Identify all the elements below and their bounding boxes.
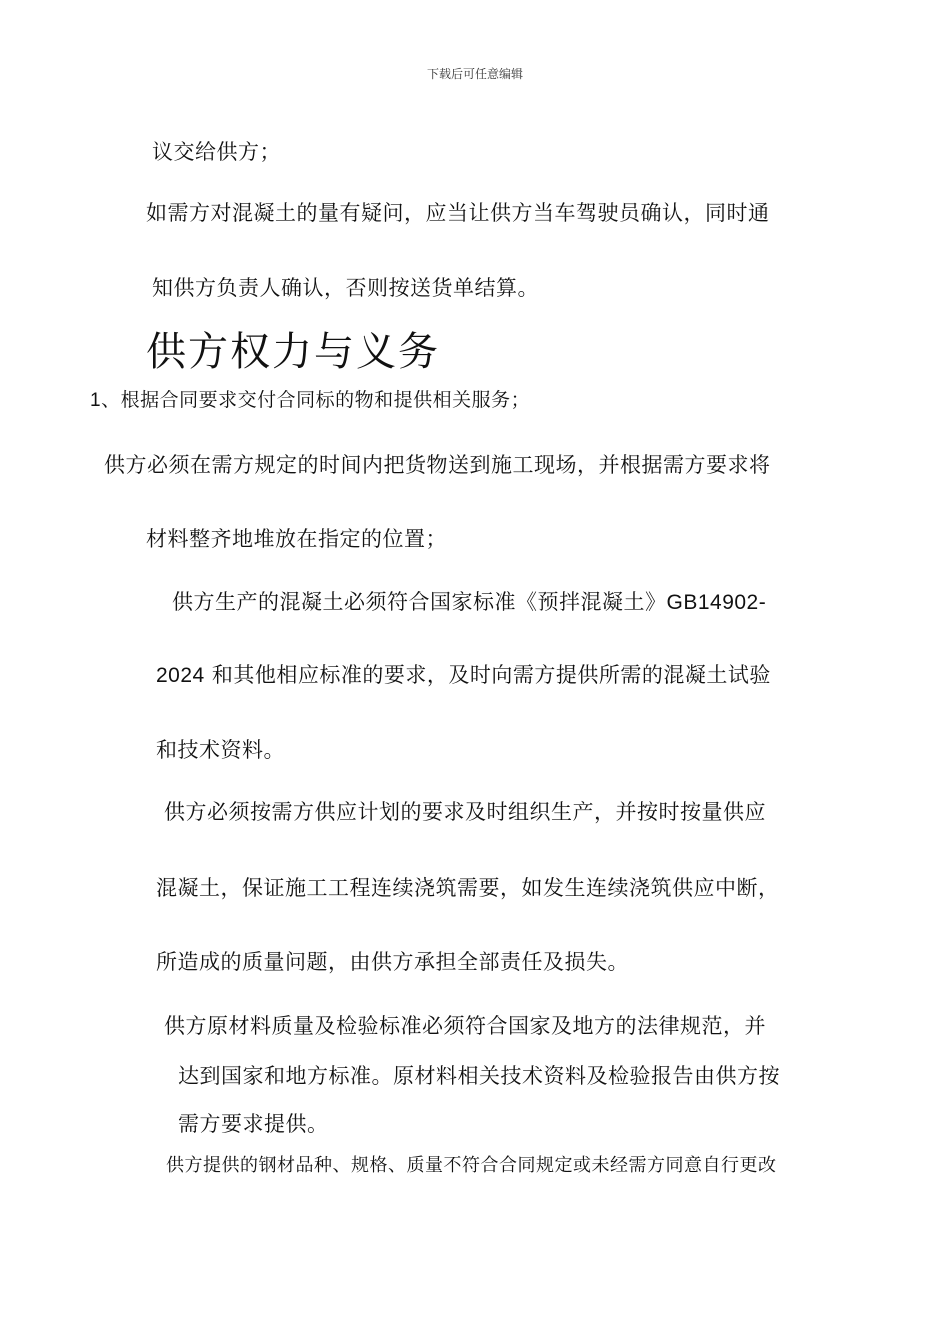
text-line: 供方必须按需方供应计划的要求及时组织生产，并按时按量供应 — [164, 800, 766, 824]
standard-code: GB14902- — [666, 591, 767, 614]
list-item-number: 1 — [90, 390, 102, 411]
text-segment: 和其他相应标准的要求，及时向需方提供所需的混凝土试验 — [204, 663, 771, 687]
text-line — [156, 661, 771, 690]
text-line: 所造成的质量问题，由供方承担全部责任及损失。 — [156, 950, 629, 974]
text-line: 混凝土，保证施工工程连续浇筑需要，如发生连续浇筑供应中断， — [156, 876, 780, 900]
section-heading: 供方权力与义务 — [146, 329, 440, 375]
text-line: 知供方负责人确认，否则按送货单结算。 — [152, 276, 539, 300]
year-value: 2024 — [156, 664, 205, 687]
text-line: 需方要求提供。 — [178, 1112, 329, 1136]
text-line: 和技术资料。 — [156, 738, 285, 762]
header-note: 下载后可任意编辑 — [426, 67, 523, 81]
list-item-1 — [90, 386, 530, 415]
text-line: 供方提供的钢材品种、规格、质量不符合合同规定或未经需方同意自行更改 — [166, 1155, 777, 1176]
list-item-text: 、根据合同要求交付合同标的物和提供相关服务； — [101, 389, 531, 411]
text-line: 供方必须在需方规定的时间内把货物送到施工现场，并根据需方要求将 — [104, 453, 771, 477]
text-line: 如需方对混凝土的量有疑问，应当让供方当车驾驶员确认，同时通 — [146, 201, 770, 225]
text-line: 达到国家和地方标准。原材料相关技术资料及检验报告由供方按 — [178, 1064, 780, 1088]
text-line — [172, 588, 766, 617]
text-line: 供方原材料质量及检验标准必须符合国家及地方的法律规范，并 — [164, 1014, 766, 1038]
text-segment: 供方生产的混凝土必须符合国家标准《预拌混凝土》 — [172, 590, 667, 614]
text-line: 材料整齐地堆放在指定的位置； — [146, 527, 447, 551]
text-line: 议交给供方； — [152, 140, 281, 164]
